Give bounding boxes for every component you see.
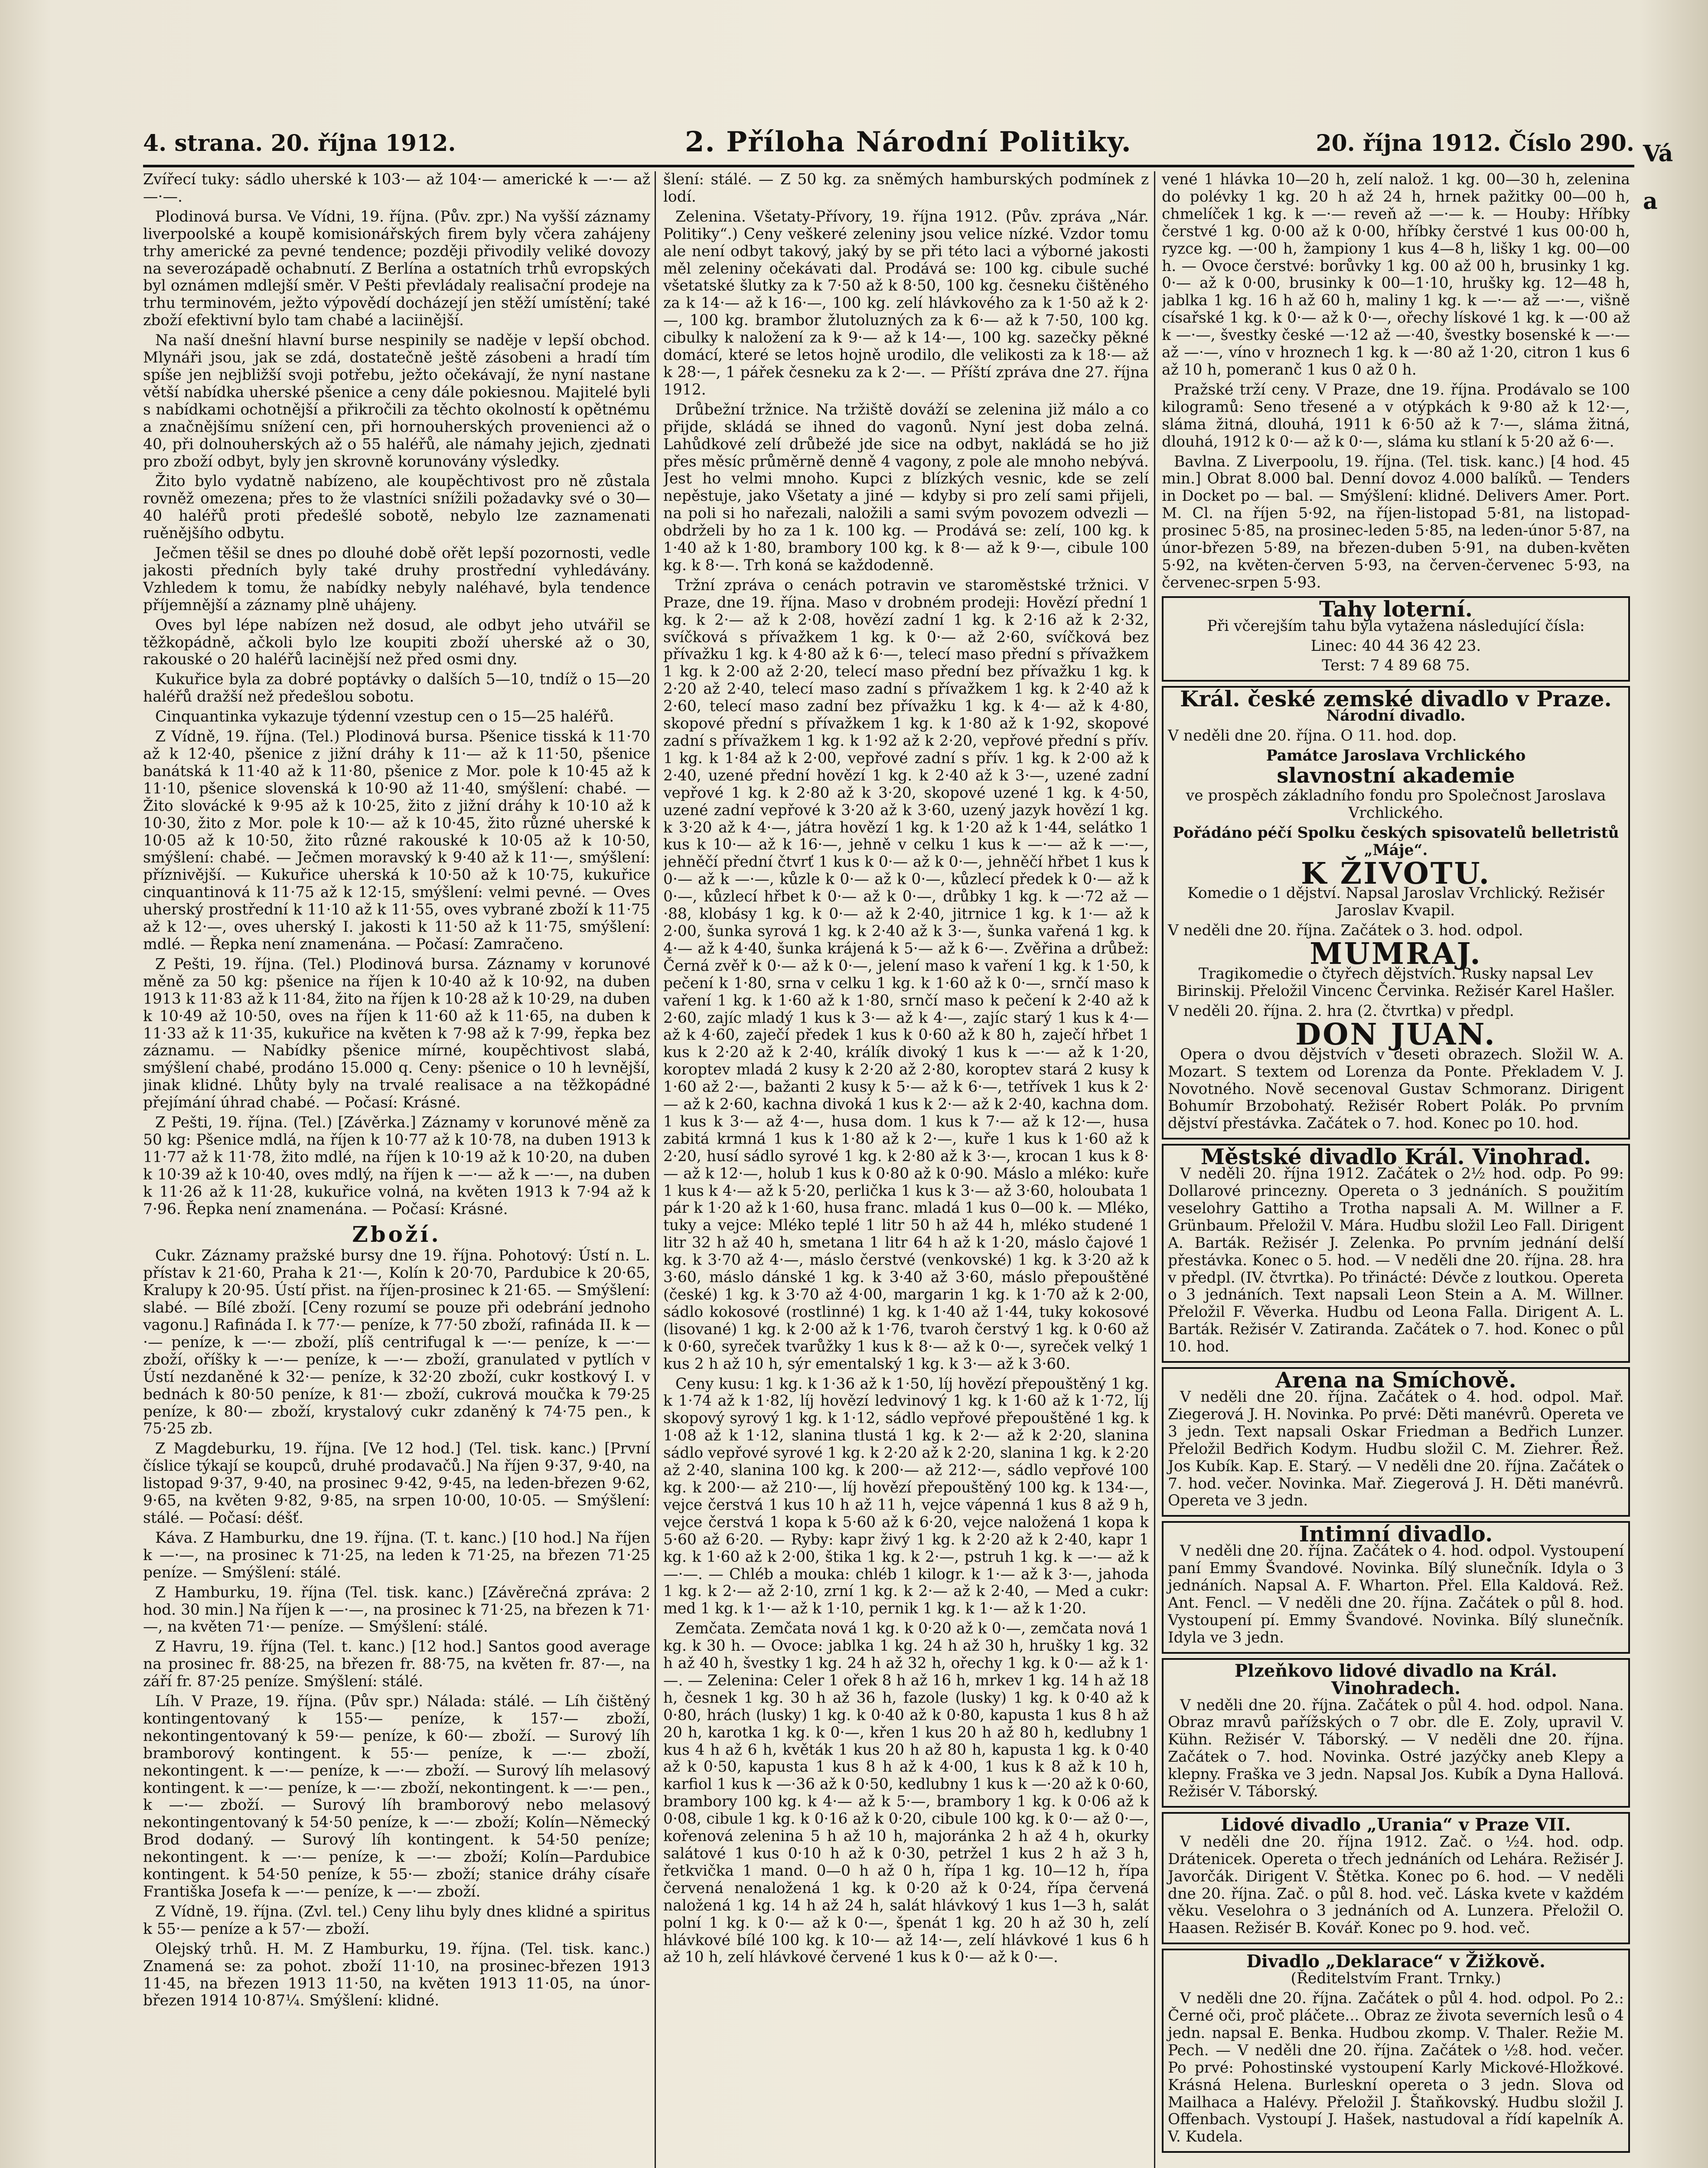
paragraph: Žito bylo vydatně nabízeno, ale koupěchtivost pro ně zůstala rovněž omezena; přes to že vlastníci snížili požadavky své o 30—40 haléřů proti předešlé sobotě, nebylo lze zaznamenati ruěnějšího odbytu. (143, 473, 650, 542)
lottery-terst: Terst: 7 4 89 68 75. (1322, 657, 1470, 675)
theatre-title: Městské divadlo Král. Vinohrad. (1200, 1144, 1591, 1170)
paragraph: V neděli dne 20. října 1912. Zač. o ½4. hod. odp. Drátenicek. Opereta o třech jednáních od Lehára. Režisér J. Javorčák. Dirigent V. Štětka. Konec po 6. hod. — V neděli dne 20. října. Zač. o půl 8. hod. več. Láska kvete v každém věku. Veselohra o 3 jednáních od A. Lunzera. Přeložil O. Haasen. Režisér B. Kovář. Konec po 9. hod. več. (1168, 1833, 1624, 1937)
paragraph: ve prospěch základního fondu pro Společnost Jaroslava Vrchlického. (1186, 787, 1606, 822)
lottery-linec: Linec: 40 44 36 42 23. (1310, 637, 1481, 655)
paragraph: Ceny kusu: 1 kg. k 1·36 až k 1·50, líj hovězí přepouštěný 1 kg. k 1·74 až k 1·82, líj hovězí ledvinový 1 kg. k 1·60 až k 1·72, líj skopový syrový 1 kg. k 1·12, sádlo vepřové přepouštěné 1 kg. k 1·08 až k 1·12, slanina tlustá 1 kg. k 2·— až k 2·20, slanina sádlo vepřové syrové 1 kg. k 2·20 až k 2·20, slanina 1 kg. k 2·20 až 2·40, slanina 100 kg. k 200·— až 212·—, sádlo vepřové 100 kg. k 200·— až 210·—, líj hovězí přepouštěný 100 kg. k 134·—, vejce čerstvá 1 kus 10 h až 11 h, vejce vápenná 1 kus 8 až 9 h, vejce čerstvá 1 kopa k 5·60 až k 6·20, vejce naložená 1 kopa k 5·60 až 6·20. — Ryby: kapr živý 1 kg. k 2·20 až k 2·40, kapr 1 kg. k 1·60 až k 2·00, štika 1 kg. k 2·—, pstruh 1 kg. k —·— až k —·—. — Chléb a mouka: chléb 1 kilogr. k 1·— až k 3·—, jahoda 1 kg. k 2·— až 2·10, zrní 1 kg. k 2·— až k 2·40, — Med a cukr: med 1 kg. k 1·— až k 1·10, pernik 1 kg. k 1·— až k 1·20. (663, 1375, 1149, 1618)
edge-text: Vá (1643, 140, 1673, 167)
paragraph: Kukuřice byla za dobré poptávky o dalších 5—10, tndíž o 15—20 haléřů dražší než předešlou sobotu. (143, 671, 650, 706)
paragraph: Zvířecí tuky: sádlo uherské k 103·— až 104·— americké k —·— až —·—. (143, 171, 650, 206)
theatre-title: Král. české zemské divadlo v Praze. (1180, 686, 1612, 712)
paragraph: Z Pešti, 19. října. (Tel.) [Závěrka.] Záznamy v korunové měně za 50 kg: Pšenice mdlá, na říjen k 10·77 až k 10·78, na duben 1913 k 11·77 až k 11·78, žito mdlé, na říjen k 10·19 až k 10·20, na duben k 10·39 až k 10·40, oves mdlý, na říjen k —·— až k —·—, na duben k 11·26 až k 11·28, kukuřice volná, na květen 1913 k 7·94 až k 7·96. Řepka není znamenána. — Počasí: Krásné. (143, 1114, 650, 1218)
column-3 (1162, 171, 1630, 2168)
lottery-title: Tahy loterní. (1319, 596, 1473, 622)
theatre-title: Intimní divadlo. (1299, 1521, 1493, 1547)
paragraph: Zemčata. Zemčata nová 1 kg. k 0·20 až k 0·—, zemčata nová 1 kg. k 30 h. — Ovoce: jablka 1 kg. 24 h až 30 h, hrušky 1 kg. 32 h až 40 h, švestky 1 kg. 24 h až 32 h, ořechy 1 kg. k 0·— až k 1·—. — Zelenina: Celer 1 ořek 8 h až 16 h, mrkev 1 kg. 14 h až 18 h, česnek 1 kg. 30 h až 36 h, fazole (lusky) 1 kg. k 0·40 až k 0·80, hrách (lusky) 1 kg. k 0·40 až k 0·80, kapusta 1 kus 8 h až 20 h, karotka 1 kg. k 0·—, křen 1 kus 20 h až 80 h, kedlubny 1 kus 4 h až 6 h, květák 1 kus 20 h až 80 h, kapusta 1 kg. k 0·40 až k 0·50, kapusta 1 kus 8 h až k 4·00, 1 kus k 8 až k 10 h, karfiol 1 kus k —·36 až k 0·50, kedlubny 1 kus k —·20 až k 0·60, brambory 100 kg. k 4·— až k 5·—, brambory 1 kg. k 0·06 až k 0·08, cibule 1 kg. k 0·16 až k 0·20, cibule 100 kg. k 0·— až 0·—, kořenová zelenina 5 h až 10 h, majoránka 2 h až 4 h, okurky salátové 1 kus 0·10 h až k 0·30, petržel 1 kus 2 h až 3 h, řetkvička 1 mand. 0—0 h až 0 h, řípa 1 kg. 10—12 h, řípa červená nenaložená 1 kg. k 0·20 až k 0·24, řípa červená naložená 1 kg. 14 h až 24 h, salát hlávkový 1 kus 1—3 h, salát polní 1 kg. k 0·— až k 0·—, špenát 1 kg. 20 h až 30 h, zelí hlávkové bílé 100 kg. k 10·— až 14·—, zelí hlávkové 1 kus 6 h až 10 h, zelí hlávkové červené 1 kus k 0·— až k 0·—. (663, 1620, 1149, 1966)
column-rule (655, 171, 656, 2168)
header-right: 20. října 1912. Číslo 290. (1316, 130, 1634, 157)
theatre-title: Plzeňkovo lidové divadlo na Král. Vinohradech. (1234, 1660, 1558, 1698)
column-2 (663, 171, 1149, 2168)
lottery-text: Při včerejším tahu byla vytažena následující čísla: (1207, 617, 1585, 635)
column-1 (143, 171, 650, 2168)
paragraph: Bavlna. Z Liverpoolu, 19. října. (Tel. tisk. kanc.) [4 hod. 45 min.] Obrat 8.000 bal. Denní dovoz 4.000 balíků. — Tenders in Docket po — bal. — Smýšlení: klidné. Delivers Amer. Port. M. Cl. na říjen 5·92, na říjen-listopad 5·81, na listopad-prosinec 5·85, na prosinec-leden 5·85, na leden-únor 5·87, na únor-březen 5·89, na březen-duben 5·91, na duben-květen 5·92, na květen-červen 5·93, na červen-červenec 5·93, na červenec-srpen 5·93. (1162, 453, 1630, 591)
paragraph: Komedie o 1 dějství. Napsal Jaroslav Vrchlický. Režisér Jaroslav Kvapil. (1187, 885, 1604, 920)
paragraph: slavnostní akademie (1277, 764, 1515, 788)
paragraph: Pořádáno péčí Spolku českých spisovatelů belletristů „Máje“. (1173, 824, 1619, 859)
paragraph: Z Vídně, 19. října. (Tel.) Plodinová bursa. Pšenice tisská k 11·70 až k 12·40, pšenice z jižní dráhy k 11·— až k 11·50, pšenice banátská k 11·40 až k 11·80, pšenice z Mor. pole k 10·45 až k 11·10, pšenice slovenská k 10·90 až 11·40, smýšlení: chabé. — Žito slovácké k 9·95 až k 10·25, žito z jižní dráhy k 10·10 až k 10·30, žito z Mor. pole k 10·— až k 10·45, žito různé uherské k 10·05 až k 10·50, žito různé rakouské k 10·05 až k 10·50, smýšlení: chabé. — Ječmen moravský k 9·40 až k 11·—, smýšlení: příznivější. — Kukuřice uherská k 10·50 až k 10·75, kukuřice cinquantinová k 11·75 až k 12·15, smýšlení: velmi pevné. — Oves uherský prostřední k 11·10 až k 11·55, oves vybrané zboží k 11·75 až k 12·—, oves uherský I. jakosti k 11·50 až k 11·75, smýšlení: mdlé. — Řepka není znamenána. — Počasí: Zamračeno. (143, 728, 650, 953)
adjacent-page-edge (1643, 130, 1708, 225)
paragraph: Opera o dvou dějstvích v deseti obrazech. Složil W. A. Mozart. S textem od Lorenza da Ponte. Překladem V. J. Novotného. Nově secenoval Gustav Schmoranz. Dirigent Bohumír Brzobohatý. Režisér Robert Polák. Po prvním dějství přestávka. Začátek o 7. hod. Konec po 10. hod. (1168, 1045, 1624, 1133)
section-heading: Zboží. (352, 1221, 441, 1247)
play-title: DON JUAN. (1295, 1017, 1496, 1052)
paragraph: Z Pešti, 19. října. (Tel.) Plodinová bursa. Záznamy v korunové měně za 50 kg: pšenice na říjen k 10·40 až k 10·92, na duben 1913 k 11·83 až k 11·84, žito na říjen k 10·28 až k 10·29, na duben k 10·49 až 10·50, oves na říjen k 11·60 až k 11·65, na duben k 11·33 až k 11·35, kukuřice na květen k 7·98 až k 7·99, řepka bez záznamu. — Nabídky pšenice mírné, koupěchtivost slabá, smýšlení chabé, prodáno 15.000 q. Ceny: pšenice o 10 h levnější, jinak klidné. Lhůty byly na trvalé realisace a na těžkopádné přejímání úhrad chabé. — Počasí: Krásné. (143, 955, 650, 1112)
paragraph: Z Havru, 19. října (Tel. t. kanc.) [12 hod.] Santos good average na prosinec fr. 88·25, na březen fr. 88·75, na květen fr. 87·—, na září fr. 87·25 peníze. Smýšlení: stálé. (143, 1638, 650, 1691)
theatre-title: Arena na Smíchově. (1275, 1367, 1516, 1393)
paragraph: V neděli dne 20. října. O 11. hod. dop. (1168, 727, 1457, 745)
paragraph: Památce Jaroslava Vrchlického (1266, 747, 1526, 765)
paragraph: Z Magdeburku, 19. října. [Ve 12 hod.] (Tel. tisk. kanc.) [První číslice týkají se koupců, druhé prodavačů.] Na říjen 9·37, 9·40, na listopad 9·37, 9·40, na prosinec 9·42, 9·45, na leden-březen 9·62, 9·65, na květen 9·82, 9·85, na srpen 10·00, 10·05. — Smýšlení: stálé. — Počasí: déšť. (143, 1440, 650, 1527)
paragraph: Plodinová bursa. Ve Vídni, 19. října. (Pův. zpr.) Na vyšší záznamy liverpoolské a koupě komisionářských firem byly včera zahájeny trhy americké za pevné tendence; později přivodily veliké dovozy na severozápadě ochabnutí. Z Berlína a ostatních trhů evropských byl oznámen mdlejší směr. V Pešti převládaly realisační prodeje na trhu terminovém, ježto výpovědí docházejí jen stěží umístění; také zboží efektivní bylo tam chabé a laciinější. (143, 208, 650, 330)
theatre-box (1162, 1521, 1630, 1653)
paragraph: Ječmen těšil se dnes po dlouhé době ořět lepší pozornosti, vedle jakosti předních byly také druhy prostřední vyhledávány. Vzhledem k tomu, že nabídky nebyly naléhavé, byla tendence příjemnější a záznamy plně uhájeny. (143, 545, 650, 614)
paragraph: Tragikomedie o čtyřech dějstvích. Rusky napsal Lev Birinskij. Přeložil Vincenc Červinka. Režisér Karel Hašler. (1177, 965, 1615, 1000)
paragraph: Líh. V Praze, 19. října. (Pův spr.) Nálada: stálé. — Líh čištěný kontingentovaný k 155·— peníze, k 157·— zboží, nekontingentovaný k 59·— peníze, k 60·— zboží. — Surový líh bramborový kontingent. k 55·— peníze, k —·— zboží, nekontingent. k —·— peníze, k —·— zboží. — Surový líh melasový kontingent. k —·— peníze, k —·— zboží, nekontingent. k —·— pen., k —·— zboží. — Surový líh bramborový nebo melasový nekontingentovaný k 54·50 peníze, k —·— zboží; Kolín—Německý Brod dodaný. — Surový líh kontingent. k 54·50 peníze; nekontingent. k —·— peníze, k —·— zboží; Kolín—Pardubice kontingent. k 54·50 peníze, k 55·— zboží; stanice dráhy císaře Františka Josefa k —·— peníze, k —·— zboží. (143, 1693, 650, 1900)
theatre-box (1162, 686, 1630, 1140)
paragraph: V neděli dne 20. října. Začátek o půl 4. hod. odpol. Po 2.: Černé oči, proč pláčete... Obraz ze života severních lesů o 4 jedn. napsal E. Benka. Hudbou zkomp. V. Thaler. Režie M. Pech. — V neděli dne 20. října. Začátek o ½8. hod. večer. Po prvé: Pohostinské vystoupení Karly Mickové-Hložkové. Krásná Helena. Burleskní opereta o 3 jedn. Slova od Mailhaca a Halévy. Přeložil J. Štaňkovský. Hudbu složil J. Offenbach. Vystoupí J. Hašek, nastudoval a řídí kapelník A. V. Kudela. (1168, 1990, 1624, 2146)
paragraph: V neděli dne 20. října. Začátek o 4. hod. odpol. Vystoupení paní Emmy Švandové. Novinka. Bílý slunečník. Idyla o 3 jednáních. Napsal A. F. Wharton. Přel. Ella Kaldová. Rež. Ant. Fencl. — V neděli dne 20. října. Začátek o půl 8. hod. Vystoupení pí. Emmy Švandové. Novinka. Bílý slunečník. Idyla ve 3 jedn. (1168, 1542, 1624, 1646)
page-header (143, 126, 1634, 167)
paragraph: Z Hamburku, 19. října (Tel. tisk. kanc.) [Závěrečná zpráva: 2 hod. 30 min.] Na říjen k —·—, na prosinec k 71·25, na březen k 71·—, na květen 71·— peníze. — Smýšlení: stálé. (143, 1584, 650, 1636)
paragraph: Na naší dnešní hlavní burse nespinily se naděje v lepší obchod. Mlynáři jsou, jak se zdá, dostatečně ještě zásobeni a hradí tím spíše jen nejbližší svoji potřebu, ježto očekávají, že nyní nastane větší nabídka uherské pšenice a ceny dále pokiesnou. Majitelé byli s nabídkami ochotnější a přikročili za těchto okolností k opětnému a značnějšímu snížení cen, při hornouherských provenienci až o 40, při dolnouherských až o 55 haléřů, ale námahy jejich, zjednati pro zboží odbyt, byly jen skrovně korunovány výsledky. (143, 332, 650, 470)
paragraph: V neděli dne 20. října. Začátek o 3. hod. odpol. (1168, 922, 1523, 940)
paragraph: Tržní zpráva o cenách potravin ve staroměstské tržnici. V Praze, dne 19. října. Maso v drobném prodeji: Hovězí přední 1 kg. k 2·— až k 2·08, hovězí zadní 1 kg. k 2·16 až k 2·32, svíčková s přívažkem 1 kg. k 0·— až 2·60, svíčková bez přívažku 1 kg. k 4·80 až k 6·—, telecí maso přední s přívažkem 1 kg. k 2·00 až 2·20, telecí maso přední bez přívažku 1 kg. k 2·20 až 2·40, telecí maso zadní s přívažkem 1 kg. k 2·40 až k 2·60, telecí maso zadní bez přívažku 1 kg. k 4·— až k 4·80, skopové přední s přívažkem 1 kg. k 1·80 až k 1·92, skopové zadní s přívažkem 1 kg. k 1·92 až k 2·20, vepřové přední s přív. 1 kg. k 1·84 až k 2·00, vepřové zadní s přív. 1 kg. k 2·00 až k 2·40, uzené přední hovězí 1 kg. k 2·40 až k 3·—, uzené zadní vepřové 1 kg. k 2·80 až k 3·20, skopové uzené 1 kg. k 4·50, uzené zadní vepřové k 3·20 až k 3·60, uzený jazyk hovězí 1 kg. k 3·20 až k 4·—, játra hovězí 1 kg. k 1·20 až k 1·44, selátko 1 kus k 10·— až k 16·—, jehně v celku 1 kus k —·— až k —·—, jehněčí přední čtvrť 1 kus k 0·— až k 0·—, jehněčí hřbet 1 kus k 0·— až k —·—, kůzle k 0·— až k 0·—, kůzlecí předek k 0·— až k 0·—, kůzlecí hřbet k 0·— až k 0·—, drůbky 1 kg. k —·72 až —·88, klobásy 1 kg. k 0·— až k 2·40, jitrnice 1 kg. k 1·— až k 2·00, šunka syrová 1 kg. k 2·40 až k 3·—, šunka vařená 1 kg. k 4·— až k 4·40, šunka krájená k 5·— až k 6·—. Zvěřina a drůbež: Černá zvěř k 0·— až k 0·—, jelení maso k vaření 1 kg. k 1·50, k pečení k 1·80, srna v celku 1 kg. k 1·60 až k 0·—, srnčí maso k vaření 1 kg. k 1·60 až k 1·80, srnčí maso k pečení k 2·40 až k 2·60, zajíc mladý 1 kus k 3·— až k 4·—, zajíc starý 1 kus k 4·— až k 4·60, zaječí předek 1 kus k 0·60 až k 80 h, zaječí hřbet 1 kus k 2·20 až k 2·40, králík divoký 1 kus k —·— až k 1·20, koroptev mladá 2 kusy k 2·20 až 2·80, koroptev stará 2 kusy k 1·60 až 2·—, bažanti 2 kusy k 5·— až k 6·—, tetřívek 1 kus k 2·— až k 2·60, kachna divoká 1 kus k 2·— až k 2·40, kachna dom. 1 kus k 3·— až 4·—, husa dom. 1 kus k 7·— až k 12·—, husa zabitá krmná 1 kus k 1·80 až k 2·—, kuře 1 kus k 1·60 až k 2·20, husí sádlo syrové 1 kg. k 2·80 až k 3·—, krocan 1 kus k 8·— až k 12·—, holub 1 kus k 0·80 až k 0·90. Máslo a mléko: kuře 1 kus k 4·— až k 5·20, perlička 1 kus k 3·— až 3·60, holoubata 1 pár k 1·20 až k 1·60, husa franc. mladá 1 kus 0—00 k. — Mléko, tuky a vejce: Mléko teplé 1 litr 50 h až 44 h, mléko studené 1 litr 32 h až 40 h, smetana 1 litr 64 h až k 1·20, máslo čajové 1 kg. k 3·70 až 4·—, máslo čerstvé (venkovské) 1 kg. k 3·20 až k 3·60, máslo dánské 1 kg. k 3·40 až 3·60, máslo přepouštěné (české) 1 kg. k 3·70 až 4·00, margarin 1 kg. k 1·70 až k 2·00, sádlo kokosové (rostlinné) 1 kg. k 1·40 až 1·44, tuky kokosové (lisované) 1 kg. k 2·00 až k 1·76, tvaroh čerstvý 1 kg. k 0·60 až k 0·60, syreček tvarůžky 1 kus k 8·— až k 0·—, syreček velký 1 kus 2 h až 10 h, sýr ementalský 1 kg. k 3·— až k 3·60. (663, 576, 1149, 1373)
theatre-subtitle: Národní divadlo. (1326, 707, 1466, 725)
header-title: 2. Příloha Národní Politiky. (685, 126, 1132, 158)
paragraph: Cinquantinka vykazuje týdenní vzestup cen o 15—25 haléřů. (155, 708, 614, 726)
paragraph: Káva. Z Hamburku, dne 19. října. (T. t. kanc.) [10 hod.] Na říjen k —·—, na prosinec k 71·25, na leden k 71·25, na březen 71·25 peníze. — Smýšlení: stálé. (143, 1529, 650, 1581)
edge-text: a (1643, 188, 1658, 215)
play-title: K ŽIVOTU. (1301, 856, 1491, 891)
paragraph: Pražské trží ceny. V Praze, dne 19. října. Prodávalo se 100 kilogramů: Seno třesené a v otýpkách k 9·80 až k 12·—, sláma žitná, dlouhá, 1911 k 6·50 až k 7·—, sláma žitná, dlouhá, 1912 k 0·— až k 0·—, sláma ku stlaní k 5·20 až 6·—. (1162, 381, 1630, 451)
paragraph: vené 1 hlávka 10—20 h, zelí nalož. 1 kg. 00—30 h, zelenina do polévky 1 kg. 20 h až 24 h, hrnek pažitky 00—00 h, chmelíček 1 kg. k —·— reveň až —·— k. — Houby: Hříbky čerstvé 1 kg. 0·00 až k 0·00, hříbky čerstvé 1 kus 00·00 h, ryzce kg. —·00 h, žampiony 1 kus 4—8 h, lišky 1 kg. 00—00 h. — Ovoce čerstvé: borůvky 1 kg. 00 až 00 h, brusinky 1 kg. 0·— až k 0·00, brusinky k 00—1·10, hrušky kg. 12—48 h, jablka 1 kg. 16 h až 60 h, maliny 1 kg. k —·— až —·—, višně císařské 1 kg. k 0·— až k 0·—, ořechy lískové 1 kg. k —·00 až k —·—, švestky české —·12 až —·40, švestky bosenské k —·— až —·—, víno v hroznech 1 kg. k —·80 až 1·20, citron 1 kus 6 až 10 h, pomeranč 1 kus 0 až 0 h. (1162, 171, 1630, 379)
theatre-box (1162, 1812, 1630, 1944)
theatre-box (1162, 1144, 1630, 1363)
paragraph: (Ředitelstvím Frant. Trnky.) (1291, 1970, 1501, 1988)
paragraph: V neděli dne 20. října. Začátek o půl 4. hod. odpol. Nana. Obraz mravů pařížských o 7 obr. dle E. Zoly, upravil V. Kühn. Režisér V. Táborský. — V neděli dne 20. října. Začátek o 7. hod. Novinka. Ostré jazýčky aneb Klepy a klepny. Fraška ve 3 jedn. Napsal Jos. Kubík a Dyna Hallová. Režisér V. Táborský. (1168, 1696, 1624, 1801)
paragraph: Cukr. Záznamy pražské bursy dne 19. října. Pohotový: Ústí n. L. přístav k 21·60, Praha k 21·—, Kolín k 20·70, Pardubice k 20·65, Kralupy k 20·95. Ústí přist. na říjen-prosinec k 21·65. — Smýšlení: slabé. — Bílé zboží. [Ceny rozumí se pouze při odebrání jednoho vagonu.] Rafináda I. k 77·— peníze, k 77·50 zboží, rafináda II. k —·— peníze, k —·— zboží, plíš centrifugal k —·— peníze, k —·— zboží, oříšky k —·— peníze, k —·— zboží, granulated v pytlích v Ústí nezdaněné k 32·— peníze, k 32·20 zboží, cukr kostkový I. v bednách k 80·50 peníze, k 81·— zboží, cukrová moučka k 79·25 peníze, k 80·— zboží, krystalový cukr zdaněný k 74·75 pen., k 75·25 zb. (143, 1247, 650, 1438)
theatre-title: Lidové divadlo „Urania“ v Praze VII. (1221, 1814, 1571, 1835)
paragraph: Oves byl lépe nabízen než dosud, ale odbyt jeho utvářil se těžkopádně, ačkoli bylo lze koupiti zboží uherské až o 30, rakouské o 20 haléřů lacinější než před osmi dny. (143, 616, 650, 669)
theatre-box (1162, 1949, 1630, 2153)
paragraph: Olejský trhů. H. M. Z Hamburku, 19. října. (Tel. tisk. kanc.) Znamená se: za pohot. zboží 11·10, na prosinec-březen 1913 11·45, na březen 1913 11·50, na květen 1913 11·05, na únor-březen 1914 10·87¼. Smýšlení: klidné. (143, 1940, 650, 2010)
theatre-box (1162, 1367, 1630, 1517)
paragraph: V neděli 20. října. 2. hra (2. čtvrtka) v předpl. (1168, 1002, 1514, 1020)
paragraph: Zelenina. Všetaty-Přívory, 19. října 1912. (Pův. zpráva „Nár. Politiky“.) Ceny veškeré zeleniny jsou velice nízké. Vzdor tomu ale není odbyt takový, jaký by se při této laci a výborné jakosti měl zeleniny očekávati dal. Prodává se: 100 kg. cibule suché všetatské šlutky za k 7·50 až k 8·50, 100 kg. česneku čištěného za k 14·— až k 16·—, 100 kg. zelí hlávkového za k 1·50 až k 2·—, 100 kg. brambor žlutoluzných za k 6·— až k 7·50, 100 kg. cibulky k naložení za k 9·— až k 14·—, 100 kg. sazečky pěkné domácí, které se letos hojně urodilo, dle velikosti za k 18·— až k 28·—, 1 pářek česneku za k 2·—. — Příští zpráva dne 27. října 1912. (663, 208, 1149, 398)
play-title: MUMRAJ. (1310, 937, 1482, 972)
paragraph: Z Vídně, 19. října. (Zvl. tel.) Ceny lihu byly dnes klidné a spiritus k 55·— peníze a k 57·— zboží. (143, 1903, 650, 1938)
header-left: 4. strana. 20. října 1912. (143, 130, 456, 157)
paragraph: V neděli 20. října 1912. Začátek o 2½ hod. odp. Po 99: Dollarové princezny. Opereta o 3 jednáních. S použitím veselohry Gattiho a Trotha napsali A. M. Willner a F. Grünbaum. Přeložil V. Mára. Hudbu složil Leo Fall. Dirigent A. Barták. Režisér J. Zelenka. Po prvním jednání delší přestávka. Konec o 5. hod. — V neděli dne 20. října. 28. hra v předpl. (IV. čtvrtka). Po třinácté: Dévče z loutkou. Opereta o 3 jednáních. Text napsali Leon Stein a A. M. Willner. Přeložil F. Věverka. Hudbu od Leona Falla. Dirigent A. L. Barták. Režisér V. Zatiranda. Začátek o 7. hod. Konec o půl 10. hod. (1168, 1165, 1624, 1356)
paragraph: V neděli dne 20. října. Začátek o 4. hod. odpol. Mař. Ziegerová J. H. Novinka. Po prvé: Děti manévrů. Opereta ve 3 jedn. Text napsali Oskar Friedman a Bedřich Lunzer. Přeložil Bedřich Kodym. Hudbu složil C. M. Ziehrer. Řež. Jos Kubík. Kap. E. Starý. — V neděli dne 20. října. Začátek o 7. hod. večer. Novinka. Mař. Ziegerová J. H. Děti manévrů. Opereta ve 3 jedn. (1168, 1388, 1624, 1510)
column-rule (1154, 171, 1155, 2168)
paragraph: Drůbežní tržnice. Na tržiště dováží se zelenina již málo a co přijde, skládá se ihned do vagonů. Nyní jest doba zelná. Lahůdkové zelí drůbežé jde sice na odbyt, nakládá se ho již přes měsíc průměrně denně 4 vagony, z pole ale mnoho nebývá. Jest ho velmi mnoho. Kupci z blízkých vesnic, kde se zelí nepěstuje, jako Všetaty a jiné — kdyby si pro zelí sami přijeli, na poli si ho nařezali, naložili a sami svým povozem odvezli — obdrželi by ho za 1 k. 100 kg. — Prodává se: zelí, 100 kg. k 1·40 až k 1·80, brambory 100 kg. k 8·— až k 9·—, cibule 100 kg. k 8·—. Trh koná se každodenně. (663, 401, 1149, 574)
paragraph: šlení: stálé. — Z 50 kg. za sněmých hamburských podmínek z lodí. (663, 171, 1149, 206)
lottery-box (1162, 596, 1630, 682)
theatre-box (1162, 1658, 1630, 1808)
theatre-title: Divadlo „Deklarace“ v Žižkově. (1246, 1951, 1545, 1972)
